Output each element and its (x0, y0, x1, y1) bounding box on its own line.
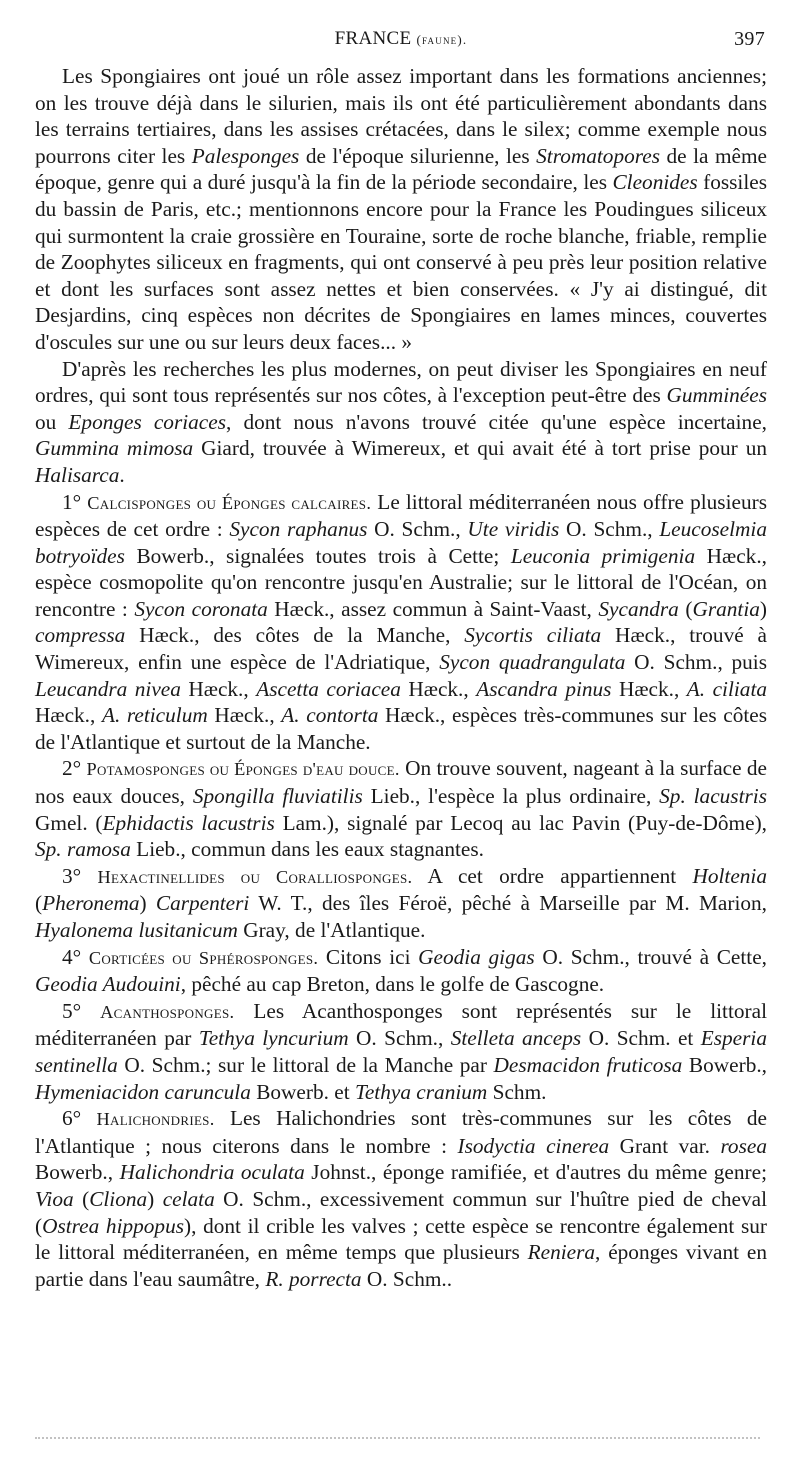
italic-run: Desmacidon fruticosa (493, 1052, 683, 1077)
italic-run: Sycon coronata (134, 596, 268, 621)
italic-run: R. porrecta (265, 1266, 362, 1291)
text-run: Gmel. ( (35, 810, 103, 835)
italic-run: Geodia Audouini (35, 972, 181, 997)
running-title-sub: (faune). (416, 32, 468, 47)
text-run: ) (139, 891, 156, 916)
text-run: , pêché au cap Breton, dans le golfe de Gascogne. (180, 972, 605, 997)
italic-run: Eponges coriaces (68, 409, 227, 434)
text-run: ) (147, 1186, 163, 1211)
text-run: , éponges vivant en partie dans l'eau saumâtre, (35, 1240, 768, 1291)
text-run: 1° (62, 489, 88, 514)
section-heading: Halichondries. (96, 1109, 215, 1130)
italic-run: Cleonides (612, 170, 698, 195)
italic-run: Tethya lyncurium (198, 1026, 349, 1051)
text-run: Les Spongiaires ont joué un rôle assez important dans les formations anciennes; on les trouve déjà dans le silurien, mais ils ont été particulièrement abondants dans les terrains tertiaires, dans les assises crétacées, dans le silex; comme exemple nous pourrons citer les (35, 64, 767, 168)
italic-run: Gummina mimosa (35, 436, 194, 461)
text-run: O. Schm., (559, 517, 660, 542)
italic-run: Hyalonema lusitanicum (35, 918, 238, 942)
italic-run: Stromatopores (536, 143, 660, 168)
text-run: . (119, 462, 125, 487)
italic-run: Gumminées (666, 383, 767, 408)
text-run: Hæck., (400, 676, 477, 701)
bottom-rule (35, 1437, 760, 1439)
running-head (35, 28, 767, 54)
italic-run: celata (162, 1186, 215, 1211)
text-run: Citons ici (318, 944, 419, 969)
text-run: Le littoral méditerranéen nous offre plusieurs espèces de cet ordre : (35, 489, 767, 542)
section-heading: Hexactinellides ou Coralliosponges. (97, 866, 413, 887)
text-run: Bowerb. et (250, 1079, 355, 1104)
text-run: 4° (62, 944, 89, 969)
text-run: ) (759, 596, 767, 621)
paragraph-potamosponges (35, 755, 767, 862)
italic-run: Ascandra pinus (476, 676, 612, 701)
italic-run: Palesponges (191, 143, 300, 168)
text-run: D'après les recherches les plus modernes, on peut diviser les Spongiaires en neuf ordres, qui sont tous représentés sur nos côtes, à l'exception peut-être des (35, 356, 767, 408)
text-run: Bowerb., signalées toutes trois à Cette; (124, 543, 511, 568)
paragraph-halichondries (35, 1105, 767, 1292)
text-run: Giard, trouvée à Wimereux, et qui avait été à tort prise pour un (193, 436, 767, 461)
italic-run: Grantia (692, 596, 760, 621)
text-run: ), dont il crible les valves ; cette espèce se rencontre également sur le littoral méditerranéen, en même temps que plusieurs (35, 1213, 767, 1265)
italic-run: Halisarca (35, 462, 120, 487)
text-run: O. Schm., puis (625, 650, 767, 675)
text-run: O. Schm., trouvé à Cette, (534, 944, 767, 969)
text-run: Grant var. (609, 1133, 721, 1158)
text-run: Hæck., espèce cosmopolite qu'on rencontre jusqu'en Australie; sur le littoral de l'Océan, on rencontre : (35, 543, 767, 621)
text-run: Hæck., espèces très-communes sur les côtes de l'Atlantique et surtout de la Manche. (35, 703, 768, 754)
text-run: A cet ordre appartiennent (412, 863, 693, 888)
text-run: ( (678, 596, 693, 621)
paragraph-hexactinellides (35, 863, 767, 944)
italic-run: Pheronema (42, 891, 140, 916)
italic-run: Sycortis ciliata (464, 623, 602, 648)
text-run: O. Schm., (367, 517, 468, 542)
italic-run: Ostrea hippopus (42, 1213, 185, 1238)
text-run: Hæck., (35, 703, 102, 728)
italic-run: rosea (720, 1133, 767, 1158)
paragraph-neuf-ordres (35, 356, 767, 489)
text-run: fossiles du bassin de Paris, etc.; mentionnons encore pour la France les Poudingues siliceux qui surmontent la craie grossière en Touraine, sorte de roche blanche, friable, remplie de Zoophytes siliceux en fragments, qui ont conservé à peu près leur position relative et dont les surfaces sont assez nettes et bien conservées. « J'y ai distingué, dit Desjardins, cinq espèces non décrites de Spongiaires en lames minces, couvertes d'oscules sur une ou sur leurs deux faces... » (35, 170, 768, 354)
italic-run: Reniera (527, 1240, 596, 1265)
italic-run: Ute viridis (467, 517, 560, 542)
text-run: Hæck., trouvé à Wimereux, enfin une espèce de l'Adriatique, (35, 623, 767, 675)
text-run: Hæck., des côtes de la Manche, (125, 623, 465, 648)
italic-run: Leucoselmia botryoïdes (35, 517, 767, 568)
text-run: ( (35, 891, 43, 916)
body-text (35, 63, 767, 1292)
italic-run: Carpenteri (155, 891, 250, 916)
text-run: On trouve souvent, nageant à la surface de nos eaux douces, (35, 756, 767, 809)
italic-run: Ascetta coriacea (256, 676, 401, 701)
text-run: Les Acanthosponges sont représentés sur le littoral méditerranéen par (35, 998, 767, 1051)
italic-run: Leucandra nivea (35, 676, 181, 701)
text-run: O. Schm., (348, 1026, 451, 1051)
text-run: 5° (62, 998, 101, 1023)
text-run: Hæck., (207, 703, 282, 728)
section-heading: Acanthosponges. (100, 1001, 235, 1022)
italic-run: Sycandra (598, 596, 679, 621)
text-run: ou (35, 409, 69, 434)
text-run: 3° (62, 863, 98, 888)
running-title-main: FRANCE (334, 28, 412, 49)
italic-run: Cliona (89, 1186, 148, 1211)
text-run: Bowerb., (35, 1160, 120, 1185)
italic-run: Stelleta anceps (450, 1026, 582, 1051)
italic-run: compressa (35, 623, 126, 648)
italic-run: Esperia sentinella (35, 1026, 767, 1077)
italic-run: Tethya cranium (354, 1079, 488, 1104)
page-number: 397 (734, 28, 765, 50)
text-run: ( (73, 1186, 90, 1211)
paragraph-acanthosponges (35, 998, 767, 1105)
italic-run: Leuconia primigenia (510, 543, 696, 568)
italic-run: Sp. ramosa (35, 837, 131, 862)
text-run: Bowerb., (682, 1052, 767, 1077)
italic-run: A. reticulum (101, 703, 208, 728)
italic-run: Spongilla fluviatilis (192, 784, 363, 809)
italic-run: Sycon raphanus (229, 517, 368, 542)
text-run: Schm. (487, 1079, 547, 1104)
text-run: W. T., des îles Féroë, pêché à Marseille par M. Marion, (249, 891, 767, 916)
text-run: de la même époque, genre qui a duré jusqu'à la fin de la période secondaire, les (35, 143, 767, 195)
section-heading: Corticées ou Sphérosponges. (88, 947, 319, 968)
section-heading: Potamosponges ou Éponges d'eau douce. (86, 759, 400, 780)
text-run: Hæck., (180, 676, 257, 701)
text-run: O. Schm.; sur le littoral de la Manche par (117, 1052, 494, 1077)
italic-run: Geodia gigas (418, 944, 535, 969)
italic-run: A. contorta (281, 703, 379, 728)
italic-run: Holtenia (692, 863, 767, 888)
text-run: 2° (62, 756, 87, 781)
paragraph-calcisponges (35, 489, 767, 756)
text-run: 6° (62, 1106, 97, 1131)
text-run: Hæck., assez commun à Saint-Vaast, (267, 596, 599, 621)
paragraph-corticees (35, 944, 767, 998)
text-run: de l'époque silurienne, les (299, 143, 537, 168)
italic-run: Sp. lacustris (659, 784, 767, 809)
text-run: , dont nous n'avons trouvé citée qu'une espèce incertaine, (226, 409, 767, 434)
italic-run: Isodyctia cinerea (457, 1133, 610, 1158)
section-heading: Calcisponges ou Éponges calcaires. (87, 492, 372, 513)
text-run: O. Schm. et (581, 1026, 701, 1051)
italic-run: Vioa (35, 1186, 74, 1211)
text-run: Hæck., (611, 676, 687, 701)
text-run: Lieb., commun dans les eaux stagnantes. (130, 837, 484, 862)
italic-run: Sycon quadrangulata (439, 650, 626, 675)
text-run: O. Schm., excessivement commun sur l'huître pied de cheval ( (35, 1186, 767, 1238)
running-title (35, 28, 767, 50)
text-run: Lieb., l'espèce la plus ordinaire, (362, 784, 660, 809)
text-run: Gray, de l'Atlantique. (237, 918, 426, 942)
text-run: Johnst., éponge ramifiée, et d'autres du même genre; (304, 1160, 767, 1185)
text-run: Les Halichondries sont très-communes sur les côtes de l'Atlantique ; nous citerons dans le nombre : (35, 1106, 767, 1158)
italic-run: Hymeniacidon caruncula (35, 1079, 251, 1104)
italic-run: A. ciliata (686, 676, 768, 701)
italic-run: Ephidactis lacustris (102, 810, 275, 835)
italic-run: Halichondria oculata (119, 1160, 305, 1185)
text-run: O. Schm.. (361, 1266, 453, 1291)
paragraph-spongiaires-intro (35, 63, 767, 356)
text-run: Lam.), signalé par Lecoq au lac Pavin (Puy-de-Dôme), (274, 810, 767, 835)
